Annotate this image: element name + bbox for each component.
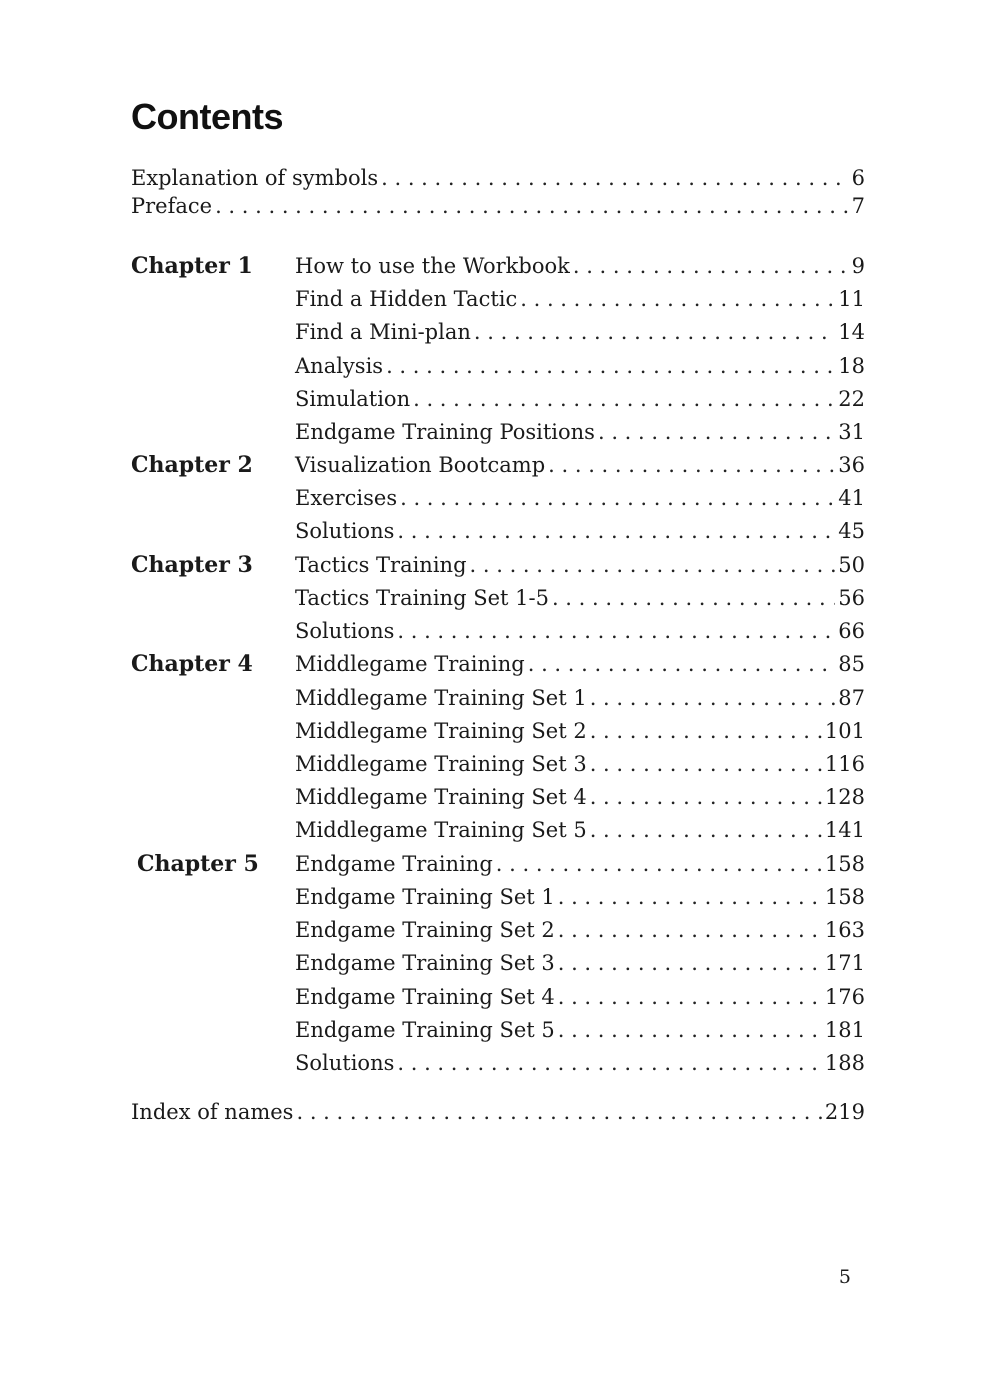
chapter-label-3: Chapter 3 xyxy=(131,552,253,578)
dot-leader xyxy=(397,516,835,546)
toc-entry[interactable] xyxy=(295,616,865,646)
dot-leader xyxy=(590,716,822,746)
dot-leader xyxy=(413,384,835,414)
toc-entry-page: 66 xyxy=(838,619,865,643)
toc-entry[interactable] xyxy=(295,351,865,381)
toc-entry-page: 101 xyxy=(824,719,865,743)
dot-leader xyxy=(528,649,836,679)
toc-entry-page: 87 xyxy=(838,686,865,710)
toc-entry-title: Endgame Training Set 5 xyxy=(295,1018,555,1042)
toc-entry-page: 45 xyxy=(838,519,865,543)
toc-entry-title: Solutions xyxy=(295,619,395,643)
dot-leader xyxy=(520,284,835,314)
page-number: 5 xyxy=(838,1266,851,1288)
toc-entry-page: 50 xyxy=(838,553,865,577)
toc-entry[interactable] xyxy=(295,948,865,978)
toc-entry-title: Solutions xyxy=(295,519,395,543)
toc-entry[interactable] xyxy=(295,450,865,480)
toc-entry-page: 18 xyxy=(838,354,865,378)
toc-entry-page: 116 xyxy=(824,752,865,776)
toc-entry-preface[interactable] xyxy=(131,191,865,221)
toc-entry-index-of-names[interactable] xyxy=(131,1097,865,1127)
toc-entry-page: 11 xyxy=(838,287,865,311)
dot-leader xyxy=(474,317,835,347)
dot-leader xyxy=(558,982,822,1012)
toc-entry[interactable] xyxy=(295,384,865,414)
toc-entry-title: Simulation xyxy=(295,387,411,411)
toc-entry[interactable] xyxy=(295,550,865,580)
dot-leader xyxy=(590,749,822,779)
dot-leader xyxy=(558,915,822,945)
chapter-label-2: Chapter 2 xyxy=(131,452,253,478)
toc-entry-title: Find a Mini-plan xyxy=(295,320,471,344)
dot-leader xyxy=(296,1097,821,1127)
toc-entry[interactable] xyxy=(295,782,865,812)
page-title: Contents xyxy=(131,96,283,137)
toc-entry[interactable] xyxy=(295,417,865,447)
toc-entry-title: Index of names xyxy=(131,1100,294,1124)
toc-entry[interactable] xyxy=(295,649,865,679)
toc-entry-page: 7 xyxy=(851,194,865,218)
chapter-label-5: Chapter 5 xyxy=(137,851,259,877)
chapter-label-1: Chapter 1 xyxy=(131,253,253,279)
dot-leader xyxy=(496,849,822,879)
toc-entry-page: 163 xyxy=(824,918,865,942)
contents-page xyxy=(131,0,865,1383)
toc-entry-page: 85 xyxy=(838,652,865,676)
toc-entry-title: Middlegame Training Set 2 xyxy=(295,719,587,743)
toc-entry-page: 141 xyxy=(824,818,865,842)
toc-entry[interactable] xyxy=(295,317,865,347)
toc-entry-title: Endgame Training Positions xyxy=(295,420,595,444)
toc-entry-title: Middlegame Training Set 1 xyxy=(295,686,587,710)
toc-entry-page: 158 xyxy=(824,885,865,909)
toc-entry[interactable] xyxy=(295,1015,865,1045)
toc-entry-title: Preface xyxy=(131,194,213,218)
dot-leader xyxy=(573,251,849,281)
toc-entry-title: How to use the Workbook xyxy=(295,254,570,278)
toc-entry-title: Tactics Training Set 1-5 xyxy=(295,586,549,610)
toc-entry-title: Analysis xyxy=(295,354,384,378)
toc-entry[interactable] xyxy=(295,982,865,1012)
toc-entry[interactable] xyxy=(295,815,865,845)
toc-entry-page: 219 xyxy=(824,1100,865,1124)
toc-entry-page: 158 xyxy=(824,852,865,876)
toc-entry[interactable] xyxy=(295,849,865,879)
toc-entry-title: Solutions xyxy=(295,1051,395,1075)
toc-entry-title: Endgame Training Set 4 xyxy=(295,985,555,1009)
dot-leader xyxy=(470,550,836,580)
dot-leader xyxy=(598,417,835,447)
toc-entry-title: Endgame Training Set 1 xyxy=(295,885,555,909)
toc-entry[interactable] xyxy=(295,683,865,713)
toc-entry-page: 181 xyxy=(824,1018,865,1042)
toc-entry[interactable] xyxy=(295,716,865,746)
toc-entry-page: 14 xyxy=(838,320,865,344)
toc-entry-page: 41 xyxy=(838,486,865,510)
toc-entry[interactable] xyxy=(295,583,865,613)
toc-entry[interactable] xyxy=(295,483,865,513)
dot-leader xyxy=(381,163,849,193)
toc-entry-title: Middlegame Training Set 4 xyxy=(295,785,587,809)
toc-entry[interactable] xyxy=(295,915,865,945)
dot-leader xyxy=(590,683,836,713)
dot-leader xyxy=(400,483,835,513)
dot-leader xyxy=(552,583,835,613)
toc-entry-title: Explanation of symbols xyxy=(131,166,379,190)
toc-entry-title: Visualization Bootcamp xyxy=(295,453,546,477)
toc-entry-page: 176 xyxy=(824,985,865,1009)
toc-entry-page: 22 xyxy=(838,387,865,411)
dot-leader xyxy=(558,1015,822,1045)
toc-entry[interactable] xyxy=(295,251,865,281)
toc-entry-page: 188 xyxy=(824,1051,865,1075)
toc-entry-title: Middlegame Training Set 3 xyxy=(295,752,587,776)
toc-entry-page: 6 xyxy=(851,166,865,190)
toc-entry[interactable] xyxy=(295,749,865,779)
toc-entry-title: Find a Hidden Tactic xyxy=(295,287,518,311)
dot-leader xyxy=(215,191,849,221)
dot-leader xyxy=(397,616,835,646)
toc-entry-title: Endgame Training Set 3 xyxy=(295,951,555,975)
toc-entry-page: 128 xyxy=(824,785,865,809)
dot-leader xyxy=(558,882,822,912)
toc-entry-explanation-of-symbols[interactable] xyxy=(131,163,865,193)
toc-entry-page: 171 xyxy=(824,951,865,975)
toc-entry-title: Endgame Training xyxy=(295,852,493,876)
toc-entry-title: Middlegame Training Set 5 xyxy=(295,818,587,842)
toc-entry[interactable] xyxy=(295,1048,865,1078)
dot-leader xyxy=(386,351,835,381)
toc-entry[interactable] xyxy=(295,284,865,314)
toc-entry-page: 9 xyxy=(851,254,865,278)
toc-entry[interactable] xyxy=(295,516,865,546)
chapter-label-4: Chapter 4 xyxy=(131,651,253,677)
dot-leader xyxy=(548,450,835,480)
dot-leader xyxy=(590,815,822,845)
dot-leader xyxy=(558,948,822,978)
toc-entry[interactable] xyxy=(295,882,865,912)
toc-entry-title: Tactics Training xyxy=(295,553,467,577)
toc-entry-page: 31 xyxy=(838,420,865,444)
toc-entry-page: 36 xyxy=(838,453,865,477)
toc-entry-title: Middlegame Training xyxy=(295,652,525,676)
dot-leader xyxy=(590,782,822,812)
toc-entry-title: Exercises xyxy=(295,486,398,510)
toc-entry-title: Endgame Training Set 2 xyxy=(295,918,555,942)
dot-leader xyxy=(397,1048,822,1078)
toc-entry-page: 56 xyxy=(838,586,865,610)
